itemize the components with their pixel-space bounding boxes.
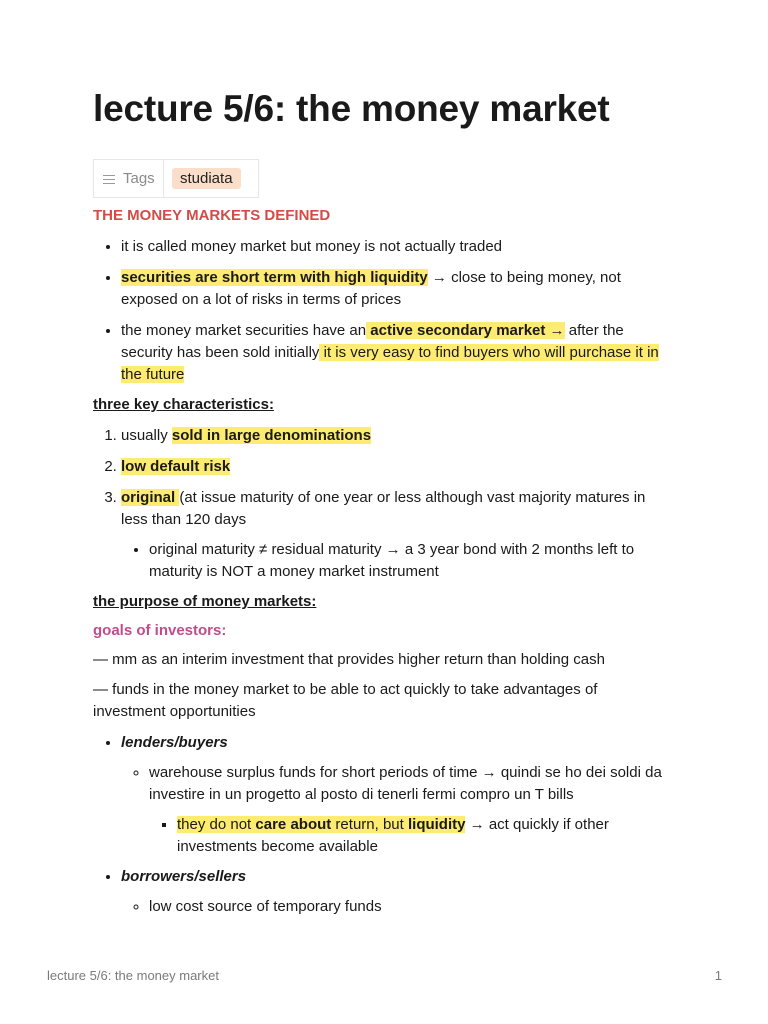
- bullet-list: [93, 732, 673, 918]
- section-heading: three key characteristics:: [93, 396, 274, 413]
- footer-title: lecture 5/6: the money market: [47, 968, 219, 983]
- tags-property: [93, 159, 259, 198]
- nested-list: [121, 539, 673, 583]
- nested-list: [121, 762, 673, 858]
- page-number: 1: [714, 968, 722, 983]
- section-heading: the purpose of money markets:: [93, 593, 317, 610]
- tag-pill[interactable]: studiata: [172, 168, 241, 189]
- list-item: • original maturity ≠ residual maturity → a 3 year bond with 2 months left to maturity is NOT a money market instrument: [149, 539, 673, 583]
- bullet-list: [93, 236, 673, 386]
- document-content: [93, 205, 673, 918]
- list-item: • securities are short term with high liquidity → close to being money, not exposed on a lot of risks in terms of prices: [121, 267, 673, 311]
- page-title: lecture 5/6: the money market: [93, 88, 610, 129]
- tags-label: Tags: [123, 170, 155, 187]
- list-item: • lenders/buyers ◦ warehouse surplus funds for short periods of time → quindi se ho dei soldi da investire in un progetto al posto di tenerli fermi compro un T bills ▪ they do not care about return, but liquidity → act quickly if other investments become available: [121, 732, 673, 858]
- list-item: ◦ warehouse surplus funds for short periods of time → quindi se ho dei soldi da investire in un progetto al posto di tenerli fermi compro un T bills ▪ they do not care about return, but liquidity → act quickly if other investments become available: [149, 762, 673, 858]
- list-icon: [103, 174, 115, 184]
- list-item: ◦ low cost source of temporary funds: [149, 896, 673, 918]
- paragraph: — mm as an interim investment that provides higher return than holding cash: [93, 651, 605, 668]
- tags-label-cell: [94, 160, 164, 197]
- list-item: 1. usually sold in large denominations: [121, 425, 673, 447]
- list-item: • it is called money market but money is not actually traded: [121, 236, 673, 258]
- nested-list: [121, 896, 673, 918]
- list-item: • borrowers/sellers ◦ low cost source of temporary funds: [121, 866, 673, 918]
- section-heading: THE MONEY MARKETS DEFINED: [93, 207, 331, 224]
- nested-list: [149, 814, 673, 858]
- list-item: 2. low default risk: [121, 456, 673, 478]
- tags-value-cell[interactable]: [164, 160, 241, 197]
- list-item: 3. original (at issue maturity of one year or less although vast majority matures in less than 120 days • original maturity ≠ residual maturity → a 3 year bond with 2 months left to maturity is NOT a money market instrument: [121, 487, 673, 583]
- list-item: ▪ they do not care about return, but liquidity → act quickly if other investments become available: [177, 814, 673, 858]
- list-item: • the money market securities have an active secondary market → after the security has been sold initially it is very easy to find buyers who will purchase it in the future: [121, 320, 673, 386]
- paragraph: — funds in the money market to be able to act quickly to take advantages of investment opportunities: [93, 681, 598, 720]
- numbered-list: [93, 425, 673, 583]
- sub-heading: goals of investors:: [93, 622, 227, 639]
